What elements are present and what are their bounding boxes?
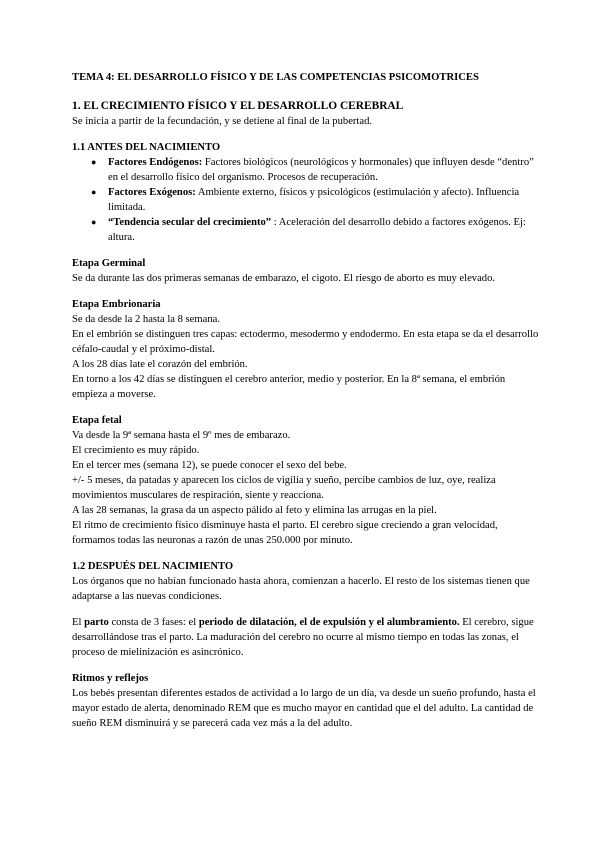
parto-term: parto xyxy=(84,617,109,628)
list-item xyxy=(91,215,540,245)
fetal-line: +/- 5 meses, da patadas y aparecen los ciclos de vigilia y sueño, percibe cambios de luz, oye, realiza movimientos musculares de respiración, siente y reacciona. xyxy=(72,475,496,501)
list-item xyxy=(91,185,540,215)
factor-name: Factores Exógenos: xyxy=(108,187,196,198)
embrionaria-heading: Etapa Embrionaria xyxy=(72,299,161,310)
embrionaria-line: En el embrión se distinguen tres capas: ectodermo, mesodermo y endodermo. En esta etapa se da el desarrollo céfalo-caudal y el próximo-distal. xyxy=(72,329,539,355)
ritmos-text: Los bebés presentan diferentes estados de actividad a lo largo de un día, va desde un sueño profundo, hasta el mayor estado de alerta, denominado REM que es mucho mayor en cantidad que el del adulto. La cantidad de sueño REM disminuirá y se parecerá cada vez más a la del adulto. xyxy=(72,688,536,729)
list-item xyxy=(91,155,540,185)
ritmos-heading: Ritmos y reflejos xyxy=(72,673,149,684)
fetal-heading: Etapa fetal xyxy=(72,415,122,426)
bullet-icon: ● xyxy=(91,217,97,227)
embrionaria-line: En torno a los 42 días se distinguen el cerebro anterior, medio y posterior. En la 8ª semana, el embrión empieza a moverse. xyxy=(72,374,506,400)
factor-name: Factores Endógenos: xyxy=(108,157,203,168)
parto-pre: El xyxy=(72,617,85,628)
embrionaria-line: A los 28 días late el corazón del embrión. xyxy=(72,359,248,370)
fetal-line: El ritmo de crecimiento físico disminuye hasta el parto. El cerebro sigue creciendo a gran velocidad, formamos todas las neuronas a razón de unas 250.000 por minuto. xyxy=(72,520,498,546)
fetal-line: El crecimiento es muy rápido. xyxy=(72,445,200,456)
parto-mid: consta de 3 fases: el xyxy=(108,617,199,628)
factors-list xyxy=(72,155,540,245)
section-1-2-heading: 1.2 DESPUÉS DEL NACIMIENTO xyxy=(72,561,234,572)
embrionaria-line: Se da desde la 2 hasta la 8 semana. xyxy=(72,314,220,325)
factor-text: Ambiente externo, físicos y psicológicos (estimulación y afecto). Influencia limitada. xyxy=(108,187,520,213)
fetal-line: Va desde la 9ª semana hasta el 9º mes de embarazo. xyxy=(72,430,291,441)
fetal-line: En el tercer mes (semana 12), se puede conocer el sexo del bebe. xyxy=(72,460,347,471)
section-1-heading: 1. EL CRECIMIENTO FÍSICO Y EL DESARROLLO CEREBRAL xyxy=(72,100,404,112)
parto-phases: periodo de dilatación, el de expulsión y el alumbramiento. xyxy=(198,617,460,628)
bullet-icon: ● xyxy=(91,157,97,167)
parto-paragraph xyxy=(72,615,540,660)
section-1-intro: Se inicia a partir de la fecundación, y se detiene al final de la pubertad. xyxy=(72,116,373,127)
germinal-heading: Etapa Germinal xyxy=(72,258,146,269)
paragraph-gap xyxy=(72,604,540,615)
factor-text: Factores biológicos (neurológicos y hormonales) que influyen desde “dentro” en el desarrollo físico del organismo. Procesos de recuperación. xyxy=(108,157,534,183)
section-1-2-intro: Los órganos que no habían funcionado hasta ahora, comienzan a hacerlo. El resto de los sistemas tienen que adaptarse a las nuevas condiciones. xyxy=(72,576,530,602)
section-1-1-heading: 1.1 ANTES DEL NACIMIENTO xyxy=(72,142,221,153)
parto-post: El cerebro, sigue desarrollándose tras el parto. La maduración del cerebro no ocurre al mismo tiempo en todas las zonas, el proceso de mielinización es asincrónico. xyxy=(72,617,534,658)
bullet-icon: ● xyxy=(91,187,97,197)
fetal-line: A las 28 semanas, la grasa da un aspecto pálido al feto y elimina las arrugas en la piel. xyxy=(72,505,437,516)
document-title: TEMA 4: EL DESARROLLO FÍSICO Y DE LAS COMPETENCIAS PSICOMOTRICES xyxy=(72,72,479,83)
germinal-text: Se da durante las dos primeras semanas de embarazo, el cigoto. El riesgo de aborto es muy elevado. xyxy=(72,273,496,284)
factor-text: : Aceleración del desarrollo debido a factores exógenos. Ej: altura. xyxy=(108,217,526,243)
factor-name: “Tendencia secular del crecimiento” xyxy=(108,217,272,228)
